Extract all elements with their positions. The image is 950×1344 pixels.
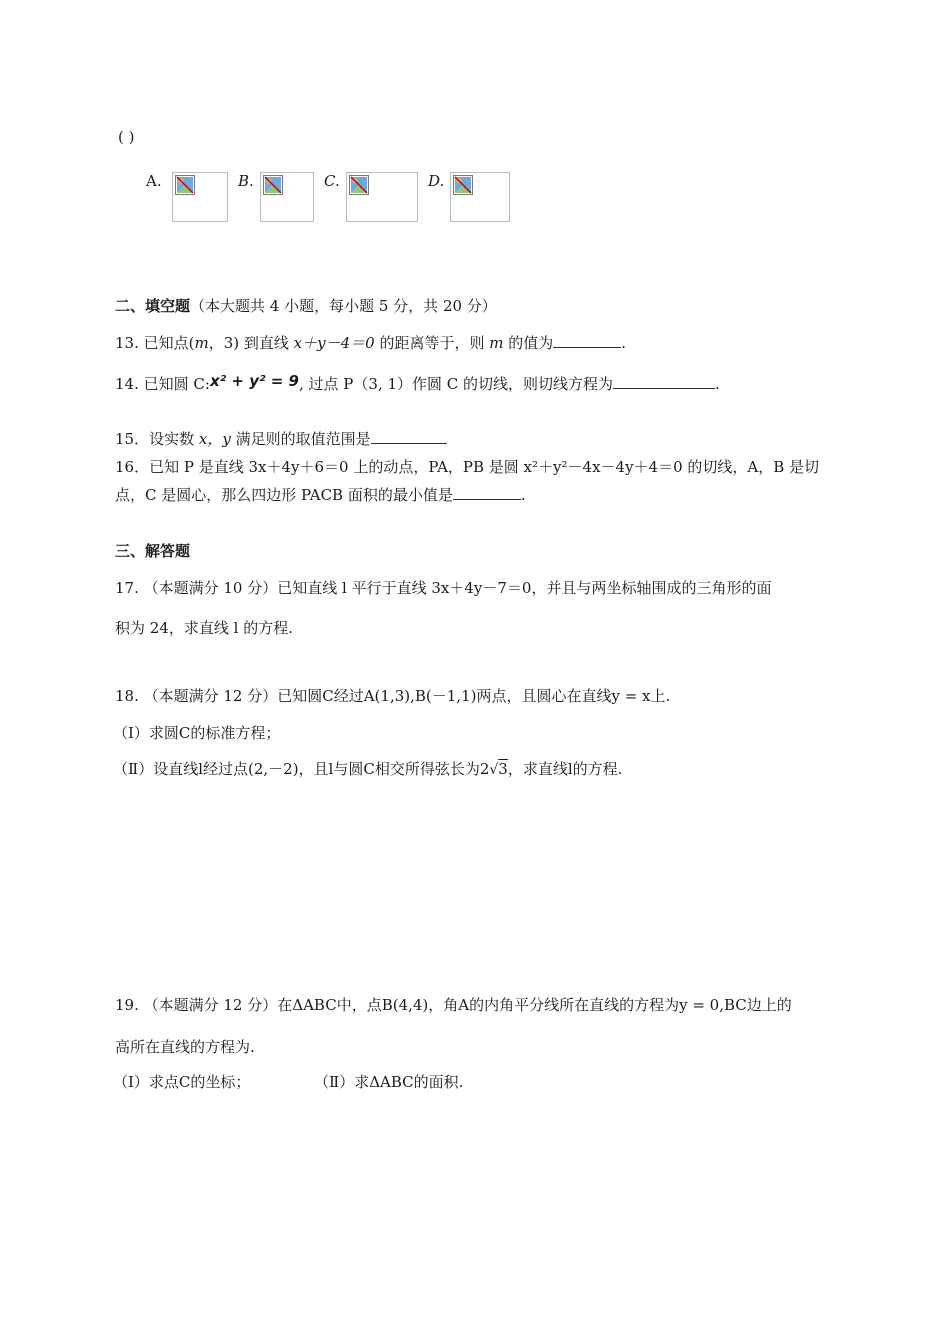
question-16-line2 xyxy=(115,484,526,505)
question-17-line2: 积为 24，求直线 l 的方程. xyxy=(115,619,293,637)
section3-heading: 三、解答题 xyxy=(115,542,191,560)
q13-text-tail: 的值为 xyxy=(503,334,554,352)
q14-text-pre: 14. 已知圆 C: xyxy=(115,375,210,393)
option-d-label: D. xyxy=(428,172,445,190)
q18-sqrt-value: 3 xyxy=(498,760,508,778)
broken-image-icon xyxy=(453,175,473,195)
option-b-image[interactable] xyxy=(260,172,314,222)
question-18-part2 xyxy=(113,758,622,779)
section2-heading-row xyxy=(115,295,497,316)
question-17-line1: 17. （本题满分 10 分）已知直线 l 平行于直线 3x＋4y－7＝0，并且与两坐标轴围成的三角形的面 xyxy=(115,579,772,597)
option-c-image[interactable] xyxy=(346,172,418,222)
q13-answer-blank[interactable] xyxy=(553,333,621,348)
q15-answer-blank[interactable] xyxy=(371,429,447,444)
q15-text-post: 满足则的取值范围是 xyxy=(230,430,371,448)
q14-circle-equation: x² + y² = 9 xyxy=(209,372,299,390)
q13-end: . xyxy=(621,334,627,352)
q13-text-pre: 13. 已知点( xyxy=(115,334,195,352)
q13-var-m2: m xyxy=(489,334,504,352)
question-19-part1: （Ⅰ）求点C的坐标； xyxy=(113,1073,251,1091)
option-d-image[interactable] xyxy=(450,172,510,222)
q16-text: 点，C 是圆心，那么四边形 PACB 面积的最小值是 xyxy=(115,486,453,504)
section2-note: （本大题共 4 小题，每小题 5 分，共 20 分） xyxy=(190,297,497,315)
q13-var-m: m xyxy=(194,334,209,352)
q12-options xyxy=(146,172,546,224)
q14-text-mid: , 过点 P（3, 1）作圆 C 的切线，则切线方程为 xyxy=(299,375,614,393)
question-19-line2: 高所在直线的方程为. xyxy=(115,1038,255,1056)
q13-text-mid: ，3) 到直线 xyxy=(208,334,294,352)
q18-part2-text-post: ，求直线l的方程. xyxy=(507,760,623,778)
sqrt-symbol: √ xyxy=(489,762,499,778)
q13-text-post: 的距离等于，则 xyxy=(374,334,490,352)
question-18-part1: （Ⅰ）求圆C的标准方程； xyxy=(113,724,281,742)
q18-part2-text-pre: （Ⅱ）设直线l经过点(2,－2)，且l与圆C相交所得弦长为2 xyxy=(113,760,490,778)
q16-answer-blank[interactable] xyxy=(453,485,521,500)
question-19-line1: 19. （本题满分 12 分）在ΔABC中，点B(4,4)，角A的内角平分线所在直线的方程为y = 0,BC边上的 xyxy=(115,996,792,1014)
broken-image-icon xyxy=(349,175,369,195)
q16-end: . xyxy=(520,486,526,504)
q15-text-pre: 15．设实数 xyxy=(115,430,199,448)
option-c-label: C. xyxy=(324,172,340,190)
q15-vars: x，y xyxy=(198,430,231,448)
option-b-label: B. xyxy=(238,172,254,190)
question-16-line1: 16．已知 P 是直线 3x＋4y＋6＝0 上的动点，PA，PB 是圆 x²＋y²－4x－4y＋4＝0 的切线，A，B 是切 xyxy=(115,458,820,476)
option-a-label: A. xyxy=(146,172,162,190)
broken-image-icon xyxy=(175,175,195,195)
section2-heading: 二、填空题 xyxy=(115,297,191,315)
q13-line-equation: x＋y－4＝0 xyxy=(293,334,375,352)
q14-end: . xyxy=(715,375,720,393)
question-13 xyxy=(115,332,626,353)
question-14 xyxy=(115,373,720,394)
question-19-part2: （Ⅱ）求ΔABC的面积. xyxy=(314,1073,464,1091)
question-18-line1: 18. （本题满分 12 分）已知圆C经过A(1,3),B(－1,1)两点，且圆心在直线y = x上. xyxy=(115,687,671,705)
broken-image-icon xyxy=(263,175,283,195)
question-15 xyxy=(115,428,447,449)
q14-answer-blank[interactable] xyxy=(613,374,715,389)
q12-paren: ( ) xyxy=(118,128,135,146)
option-a-image[interactable] xyxy=(172,172,228,222)
